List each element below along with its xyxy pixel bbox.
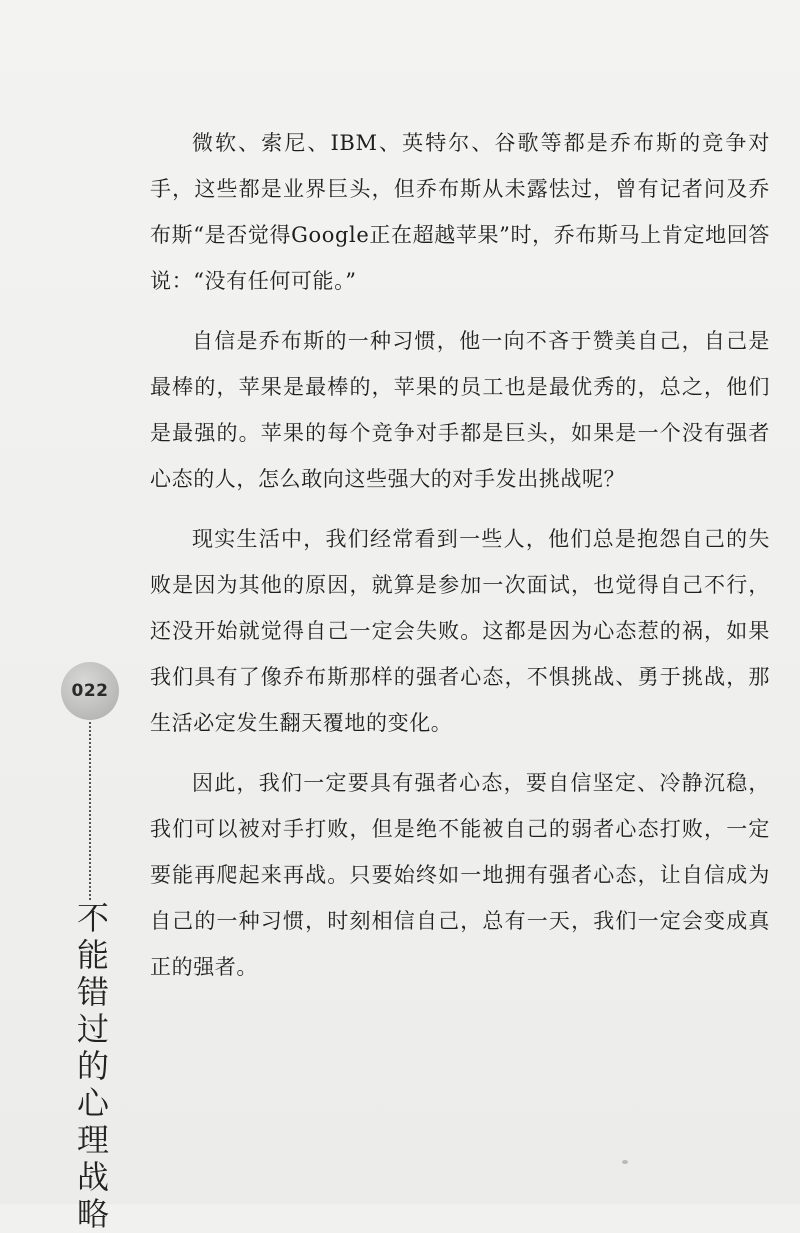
book-title-char: 理 bbox=[76, 1121, 109, 1159]
book-title-char: 略 bbox=[76, 1195, 109, 1233]
book-title-char: 过 bbox=[76, 1010, 109, 1048]
book-title-char: 的 bbox=[76, 1047, 109, 1085]
book-title-char: 错 bbox=[76, 973, 109, 1011]
dotted-divider bbox=[89, 722, 91, 900]
page-number-badge: 022 bbox=[61, 662, 119, 720]
paper-speck bbox=[622, 1160, 628, 1164]
book-title-char: 不 bbox=[76, 899, 109, 937]
book-title-char: 战 bbox=[76, 1158, 109, 1196]
book-title-char: 能 bbox=[76, 936, 109, 974]
paragraph-4: 因此，我们一定要具有强者心态，要自信坚定、冷静沉稳，我们可以被对手打败，但是绝不能被自己的弱者心态打败，一定要能再爬起来再战。只要始终如一地拥有强者心态，让自信成为自己的一种习惯，时刻相信自己，总有一天，我们一定会变成真正的强者。 bbox=[150, 771, 770, 979]
paragraph-3: 现实生活中，我们经常看到一些人，他们总是抱怨自己的失败是因为其他的原因，就算是参加一次面试，也觉得自己不行，还没开始就觉得自己一定会失败。这都是因为心态惹的祸，如果我们具有了像乔布斯那样的强者心态，不惧挑战、勇于挑战，那生活必定发生翻天覆地的变化。 bbox=[150, 527, 770, 735]
body-text bbox=[150, 120, 770, 1004]
paragraph-1: 微软、索尼、IBM、英特尔、谷歌等都是乔布斯的竞争对手，这些都是业界巨头，但乔布斯从未露怯过，曾有记者问及乔布斯“是否觉得Google正在超越苹果”时，乔布斯马上肯定地回答说：“没有任何可能。” bbox=[150, 131, 770, 293]
paragraph-2: 自信是乔布斯的一种习惯，他一向不吝于赞美自己，自己是最棒的，苹果是最棒的，苹果的员工也是最优秀的，总之，他们是最强的。苹果的每个竞争对手都是巨头，如果是一个没有强者心态的人，怎么敢向这些强大的对手发出挑战呢？ bbox=[150, 329, 770, 491]
book-title-char: 心 bbox=[76, 1084, 109, 1122]
book-title-vertical bbox=[71, 900, 115, 1233]
